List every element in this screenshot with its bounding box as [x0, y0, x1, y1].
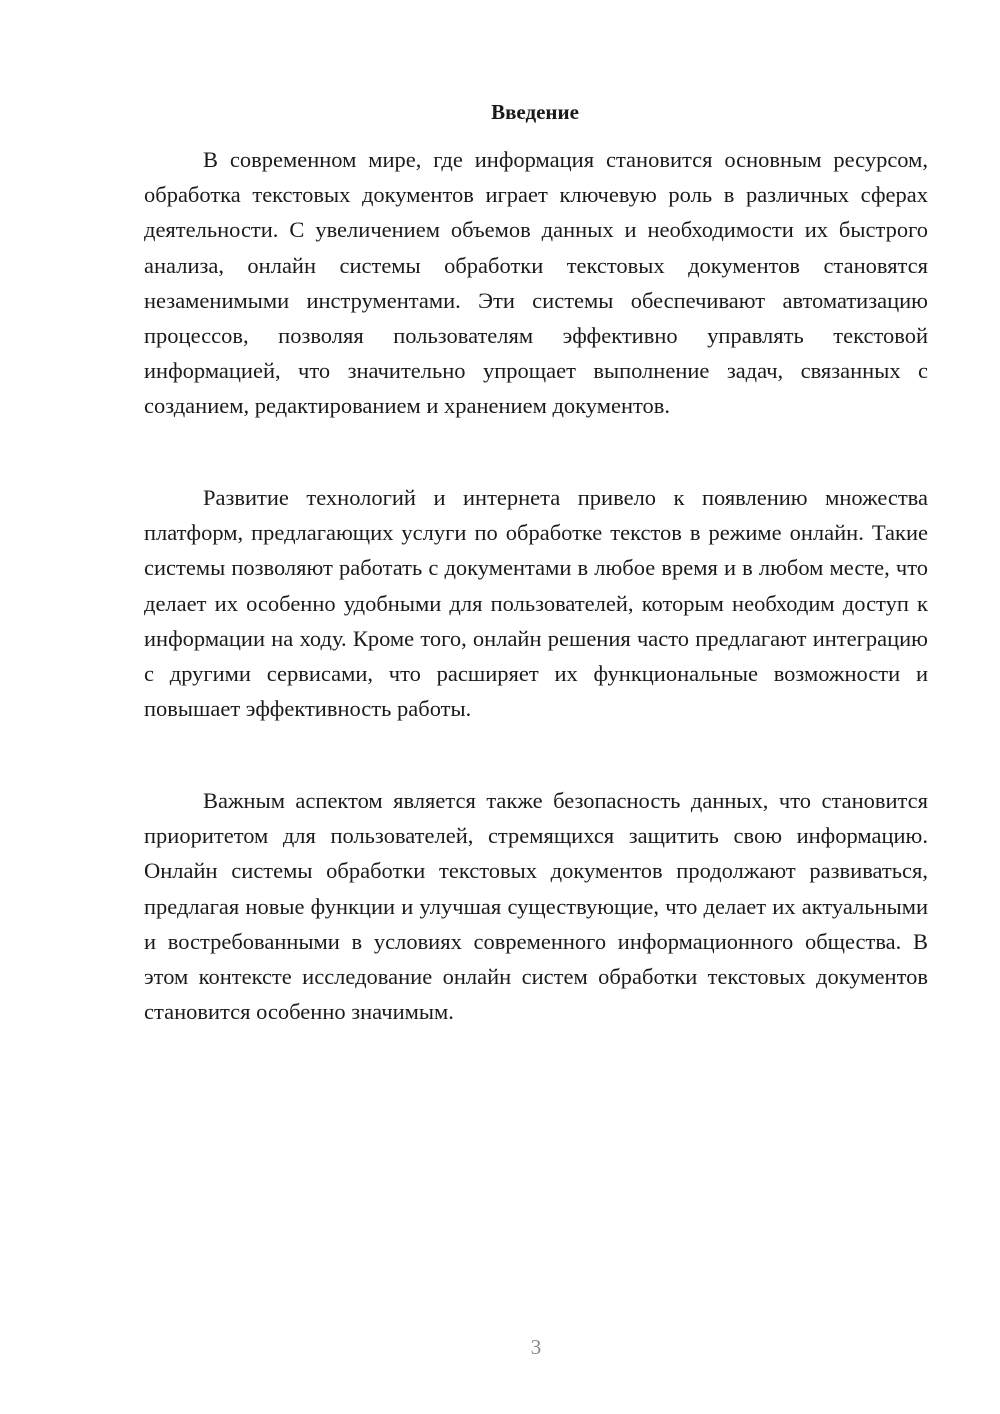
- body-text-2: [144, 480, 928, 748]
- body-text: [144, 142, 928, 446]
- paragraph-3: Важным аспектом является также безопасность данных, что становится приоритетом для пользователей, стремящихся защитить свою информацию. Онлайн системы обработки текстовых документов продолжают развиваться, предлагая новые функции и улучшая существующие, что делает их актуальными и востребованными в условиях современного информационного общества. В этом контексте исследование онлайн систем обработки текстовых документов становится особенно значимым.: [144, 788, 928, 1025]
- page-number: 3: [530, 1335, 542, 1359]
- paragraph-1: В современном мире, где информация становится основным ресурсом, обработка текстовых документов играет ключевую роль в различных сферах деятельности. С увеличением объемов данных и необходимости их быстрого анализа, онлайн системы обработки текстовых документов становятся незаменимыми инструментами. Эти системы обеспечивают автоматизацию процессов, позволяя пользователям эффективно управлять текстовой информацией, что значительно упрощает выполнение задач, связанных с созданием, редактированием и хранением документов.: [144, 147, 928, 419]
- paragraph-2: Развитие технологий и интернета привело к появлению множества платформ, предлагающих услуги по обработке текстов в режиме онлайн. Такие системы позволяют работать с документами в любое время и в любом месте, что делает их особенно удобными для пользователей, которым необходим доступ к информации на ходу. Кроме того, онлайн решения часто предлагают интеграцию с другими сервисами, что расширяет их функциональные возможности и повышает эффективность работы.: [144, 485, 928, 722]
- body-text-3: [144, 783, 928, 1051]
- section-heading: Введение: [491, 100, 579, 124]
